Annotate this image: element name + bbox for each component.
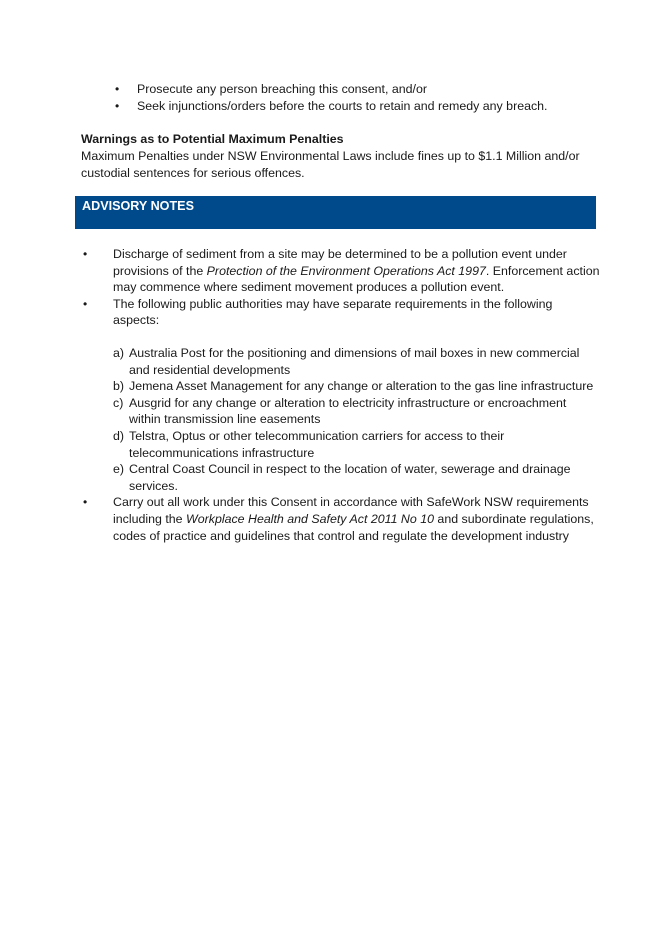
item-letter: c) [113,395,124,410]
authority-item [113,428,601,461]
authority-item [113,345,601,378]
bullet-icon: • [83,296,88,311]
authority-item [113,461,601,494]
enforcement-actions-list [115,81,615,114]
authority-text: Telstra, Optus or other telecommunication carriers for access to their telecommunications infrastructure [129,428,505,460]
authorities-list [113,345,601,494]
list-item-text: Discharge of sediment from a site may be determined to be a pollution event under provisions of the [113,247,567,278]
list-item-text: and subordinate regulations, codes of practice and guidelines that control and regulate the development industry [113,511,594,543]
bullet-icon: • [115,98,120,113]
advisory-notes-list [81,246,601,544]
item-letter: a) [113,345,125,360]
item-letter: b) [113,379,125,394]
list-item [81,296,601,495]
list-item-text: Seek injunctions/orders before the courts to retain and remedy any breach. [137,98,548,113]
list-item-text: . Enforcement action may commence where sediment movement produces a pollution event. [113,263,600,295]
authority-item [113,395,601,428]
bullet-icon: • [115,82,120,96]
list-item [81,246,601,296]
list-item [81,494,601,544]
warnings-heading: Warnings as to Potential Maximum Penalties [81,132,344,146]
bullet-icon: • [83,247,88,261]
bullet-icon: • [83,495,88,510]
authority-item [113,378,601,395]
list-item-text: Prosecute any person breaching this consent, and/or [137,82,427,96]
advisory-notes-heading: ADVISORY NOTES [82,199,194,213]
item-letter: d) [113,428,125,443]
act-title: Workplace Health and Safety Act 2011 No 10 [186,511,434,526]
list-item [115,98,615,115]
authority-text: Central Coast Council in respect to the location of water, sewerage and drainage services. [129,462,571,493]
warnings-paragraph: Maximum Penalties under NSW Environmental Laws include fines up to $1.1 Million and/or custodial sentences for serious offences. [81,149,580,180]
list-item-text: The following public authorities may have separate requirements in the following aspects: [113,296,553,328]
list-item [115,81,615,98]
authority-text: Ausgrid for any change or alteration to electricity infrastructure or encroachment within transmission line easements [129,395,567,427]
list-item-text: Carry out all work under this Consent in accordance with SafeWork NSW requirements including the [113,495,589,526]
advisory-notes-banner [75,196,596,229]
act-title: Protection of the Environment Operations Act 1997 [206,263,486,278]
authority-text: Jemena Asset Management for any change or alteration to the gas line infrastructure [129,379,594,394]
authority-text: Australia Post for the positioning and dimensions of mail boxes in new commercial and residential developments [129,345,580,377]
item-letter: e) [113,462,125,477]
